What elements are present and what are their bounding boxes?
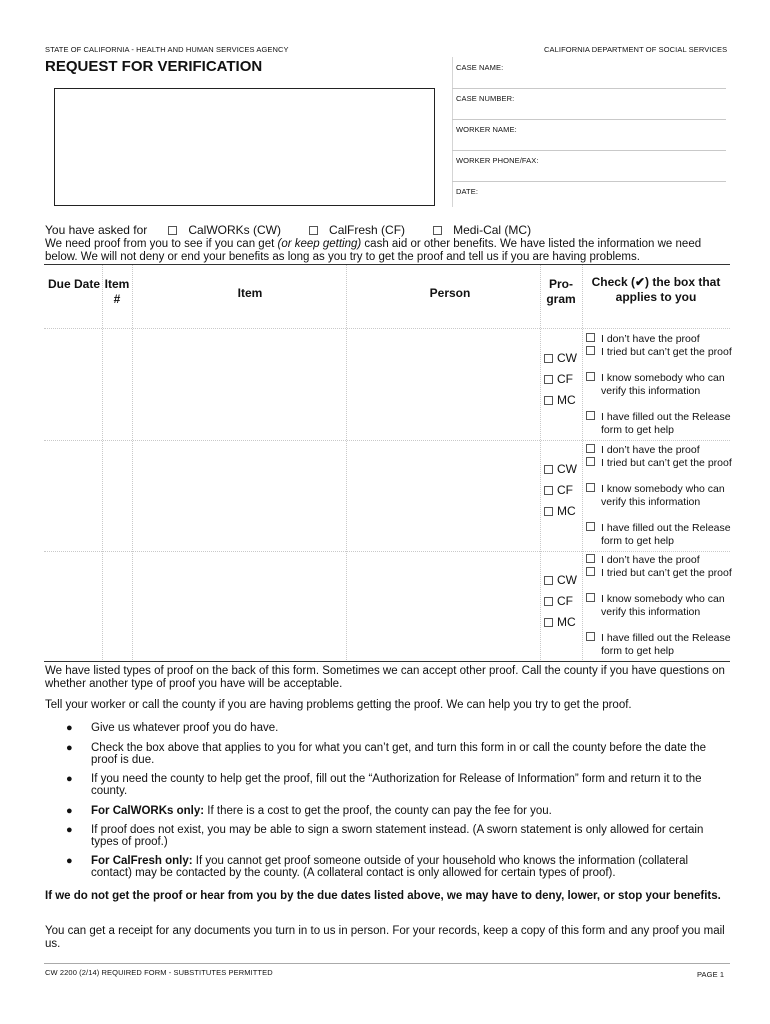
help-paragraph: Tell your worker or call the county if you are having problems getting the proof. We can help you try to get the proof. [45,699,632,711]
option-label: I tried but can’t get the proof [601,457,732,469]
option-checkbox[interactable] [586,411,595,420]
bullet-bold: For CalWORKs only: [91,805,205,817]
option-checkbox[interactable] [586,457,595,466]
bullet-item [91,855,731,879]
option-label: I know somebody who can verify this information [601,372,725,397]
worker-phone-field[interactable]: WORKER PHONE/FAX: [456,156,539,165]
bullet-icon: ● [66,722,73,734]
program-cw-label: CW [557,573,577,587]
option-checkbox[interactable] [586,567,595,576]
option-checkbox[interactable] [586,522,595,531]
check-header: Check (✔) the box that applies to you [591,275,721,304]
program-cf-label: CF [557,372,573,386]
option-label: I have filled out the Release form to get help [601,522,731,547]
calworks-checkbox[interactable] [168,226,177,235]
case-number-field[interactable]: CASE NUMBER: [456,94,515,103]
option-label: I have filled out the Release form to get help [601,411,731,436]
bullet-item [91,742,731,766]
form-title: REQUEST FOR VERIFICATION [45,58,263,75]
option-checkbox[interactable] [586,632,595,641]
worker-name-field[interactable]: WORKER NAME: [456,125,517,134]
calfresh-checkbox[interactable] [309,226,318,235]
program-mc-label: MC [557,393,576,407]
program-cw-label: CW [557,462,577,476]
calworks-label: CalWORKs (CW) [188,223,281,237]
item-header: Item [237,286,263,300]
program-cw-checkbox[interactable] [544,465,553,474]
program-cw-label: CW [557,351,577,365]
program-cf[interactable] [544,483,573,497]
program-mc-checkbox[interactable] [544,507,553,516]
program-cf[interactable] [544,372,573,386]
program-cf-label: CF [557,483,573,497]
program-cf-label: CF [557,594,573,608]
program-mc[interactable] [544,504,576,518]
bullet-icon: ● [66,742,73,754]
program-cw[interactable] [544,351,577,365]
address-box[interactable] [54,88,435,206]
receipt-paragraph: You can get a receipt for any documents you turn in to us in person. For your records, keep a copy of this form and any proof you mail us. [45,925,725,950]
program-header: Pro- gram [546,277,576,306]
medical-label: Medi-Cal (MC) [453,223,532,237]
bullet-bold: For CalFresh only: [91,855,193,867]
page-number: PAGE 1 [697,970,725,979]
bullet-text: If you cannot get proof someone outside of your household who knows the information (collateral contact) may be contacted by the county. (A collateral contact is only allowed for certain types of proof). [91,855,689,879]
bullet-item [91,722,731,734]
program-mc-checkbox[interactable] [544,618,553,627]
bullet-text: If proof does not exist, you may be able to sign a sworn statement instead. (A sworn statement is only allowed for certain types of proof.) [91,824,704,848]
bullet-text: If there is a cost to get the proof, the county can pay the fee for you. [204,805,552,817]
bullet-icon: ● [66,855,73,867]
option-checkbox[interactable] [586,333,595,342]
option-checkbox[interactable] [586,483,595,492]
intro-part2: cash aid or other benefits. We have listed the information we need below. We will not deny or end your benefits as long as you try to get the proof and tell us if you are having problems. [45,238,702,263]
calfresh-label: CalFresh (CF) [329,223,406,237]
program-mc[interactable] [544,393,576,407]
option-label: I know somebody who can verify this information [601,483,725,508]
case-info-panel [452,57,726,212]
program-cf[interactable] [544,594,573,608]
item-number-header: Item # [104,277,130,306]
bullet-text: Give us whatever proof you do have. [91,722,279,734]
programs-line [45,223,531,237]
program-cw-checkbox[interactable] [544,354,553,363]
intro-part1: We need proof from you to see if you can get [45,238,278,250]
bullet-icon: ● [66,824,73,836]
agency-label: STATE OF CALIFORNIA - HEALTH AND HUMAN SERVICES AGENCY [45,45,289,54]
intro-italic: (or keep getting) [277,238,362,250]
person-header: Person [429,286,471,300]
bullet-item [91,824,731,848]
program-cw[interactable] [544,573,577,587]
form-id: CW 2200 (2/14) REQUIRED FORM - SUBSTITUTES PERMITTED [45,968,273,977]
date-field[interactable]: DATE: [456,187,479,196]
option-checkbox[interactable] [586,444,595,453]
option-label: I don’t have the proof [601,444,700,456]
program-mc-checkbox[interactable] [544,396,553,405]
intro-text [45,238,730,264]
department-label: CALIFORNIA DEPARTMENT OF SOCIAL SERVICES [544,45,728,54]
bullet-icon: ● [66,773,73,785]
option-label: I don’t have the proof [601,554,700,566]
bullet-text: Check the box above that applies to you for what you can’t get, and turn this form in or call the county before the date the proof is due. [91,742,706,766]
warning-paragraph: If we do not get the proof or hear from you by the due dates listed above, we may have to deny, lower, or stop your benefits. [45,890,721,902]
option-checkbox[interactable] [586,554,595,563]
option-label: I tried but can’t get the proof [601,346,732,358]
programs-lead: You have asked for [45,223,148,237]
option-checkbox[interactable] [586,593,595,602]
program-cw[interactable] [544,462,577,476]
program-cf-checkbox[interactable] [544,597,553,606]
option-checkbox[interactable] [586,372,595,381]
program-mc[interactable] [544,615,576,629]
proof-types-paragraph: We have listed types of proof on the back of this form. Sometimes we can accept other proof. Call the county if you have questions on whether another type of proof you have will be acceptable. [45,665,725,690]
bullet-item [91,805,731,817]
option-checkbox[interactable] [586,346,595,355]
case-name-field[interactable]: CASE NAME: [456,63,504,72]
option-label: I have filled out the Release form to get help [601,632,731,657]
option-label: I tried but can’t get the proof [601,567,732,579]
bullet-text: If you need the county to help get the proof, fill out the “Authorization for Release of Information” form and return it to the county. [91,773,702,797]
program-cf-checkbox[interactable] [544,486,553,495]
bullet-item [91,773,731,797]
option-label: I don’t have the proof [601,333,700,345]
due-date-header: Due Date [48,277,101,291]
program-mc-label: MC [557,504,576,518]
program-mc-label: MC [557,615,576,629]
medical-checkbox[interactable] [433,226,442,235]
bullet-icon: ● [66,805,73,817]
program-cf-checkbox[interactable] [544,375,553,384]
program-cw-checkbox[interactable] [544,576,553,585]
option-label: I know somebody who can verify this information [601,593,725,618]
